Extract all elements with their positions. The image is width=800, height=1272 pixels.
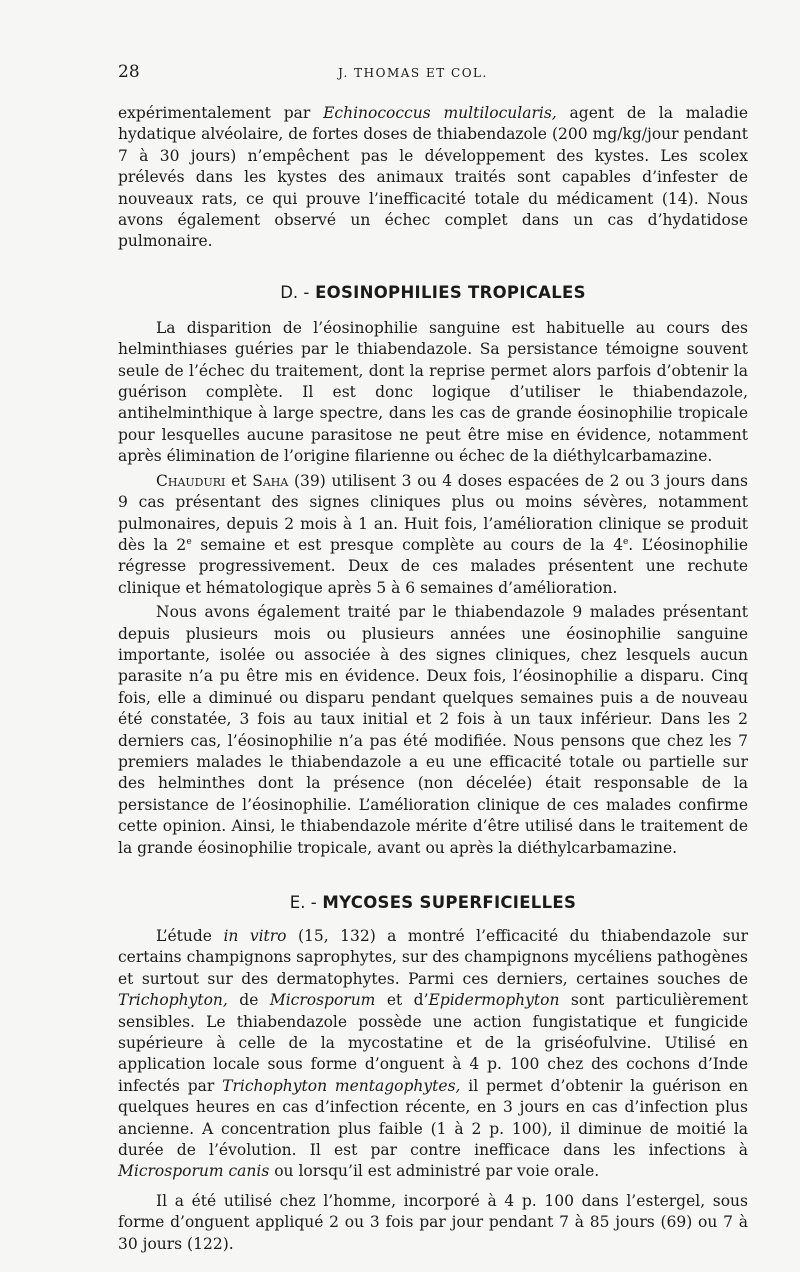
- page: [118, 62, 748, 1255]
- section-e-name: MYCOSES SUPERFICIELLES: [322, 893, 577, 912]
- section-d-paragraph-3: Nous avons également traité par le thiabendazole 9 malades présentant depuis plusieurs mois ou plusieurs années une éosinophilie sanguine importante, isolée ou associée à des signes cliniques, chez lesquels aucun parasite n’a pu être mis en évidence. Deux fois, l’éosinophilie a disparu. Cinq fois, elle a diminué ou disparu pendant quelques semaines puis a de nouveau été constatée, 3 fois au taux initial et 2 fois à un taux inférieur. Dans les 2 derniers cas, l’éosinophilie n’a pas été modifiée. Nous pensons que chez les 7 premiers malades le thiabendazole a eu une efficacité totale ou partielle sur des helminthes dont la présence (non décelée) était responsable de la persistance de l’éosinophilie. L’amélioration clinique de ces malades confirme cette opinion. Ainsi, le thiabendazole mérite d’être utilisé dans le traitement de la grande éosinophilie tropicale, avant ou après la diéthylcarbamazine.: [118, 603, 748, 857]
- section-e-paragraph-1: L’étude in vitro (15, 132) a montré l’efficacité du thiabendazole sur certains champignons saprophytes, sur des champignons mycéliens pathogènes et surtout sur des dermatophytes. Parmi ces derniers, certaines souches de Trichophyton, de Microsporum et d’Epidermophyton sont particulièrement sensibles. Le thiabendazole possède une action fungistatique et fungicide supérieure à celle de la mycostatine et de la griséofulvine. Utilisé en application locale sous forme d’onguent à 4 p. 100 chez des cochons d’Inde infectés par Trichophyton mentagophytes, il permet d’obtenir la guérison en quelques heures en cas d’infection récente, en 3 jours en cas d’infection plus ancienne. A concentration plus faible (1 à 2 p. 100), il diminue de moitié la durée de l’évolution. Il est par contre inefficace dans les infections à Microsporum canis ou lorsqu’il est administré par voie orale.: [118, 927, 749, 1181]
- section-d-paragraph-2: Chauduri et Saha (39) utilisent 3 ou 4 doses espacées de 2 ou 3 jours dans 9 cas présentant des signes cliniques plus ou moins sévères, notamment pulmonaires, depuis 2 mois à 1 an. Huit fois, l’amélioration clinique se produit dès la 2e semaine et est presque complète au cours de la 4e. L’éosinophilie régresse progressivement. Deux de ces malades présentent une rechute clinique et hématologique après 5 à 6 semaines d’amélioration.: [118, 471, 749, 597]
- section-d-letter: D. -: [280, 282, 310, 302]
- author-chauduri: Chauduri: [156, 471, 226, 490]
- page-number: 28: [118, 62, 140, 82]
- page-header: [118, 62, 748, 96]
- intro-paragraph: expérimentalement par Echinococcus multilocularis, agent de la maladie hydatique alvéolaire, de fortes doses de thiabendazole (200 mg/kg/jour pendant 7 à 30 jours) n’empêchent pas le développement des kystes. Les scolex prélevés dans les kystes des animaux traités sont capables d’infester de nouveaux rats, ce qui prouve l’inefficacité totale du médicament (14). Nous avons également observé un échec complet dans un cas d’hydatidose pulmonaire.: [118, 104, 748, 251]
- section-d-paragraph-1: La disparition de l’éosinophilie sanguine est habituelle au cours des helminthiases guéries par le thiabendazole. Sa persistance témoigne souvent seule de l’échec du traitement, dont la reprise permet alors parfois d’obtenir la guérison complète. Il est donc logique d’utiliser le thiabendazole, antihelminthique à large spectre, dans les cas de grande éosinophilie tropicale pour lesquelles aucune parasitose ne peut être mise en évidence, notamment après élimination de l’origine filarienne ou échec de la diéthylcarbamazine.: [118, 318, 748, 466]
- section-e-title: [118, 893, 748, 912]
- section-d-title: [118, 283, 748, 302]
- section-e-letter: E. -: [289, 893, 317, 912]
- section-e-paragraph-2: Il a été utilisé chez l’homme, incorporé à 4 p. 100 dans l’estergel, sous forme d’onguent appliqué 2 ou 3 fois par jour pendant 7 à 85 jours (69) ou 7 à 30 jours (122).: [118, 1191, 748, 1253]
- running-head: J. THOMAS ET COL.: [338, 66, 488, 80]
- species-name: Echinococcus multilocularis,: [323, 104, 557, 122]
- section-d-name: EOSINOPHILIES TROPICALES: [315, 282, 586, 302]
- author-saha: Saha: [252, 471, 289, 490]
